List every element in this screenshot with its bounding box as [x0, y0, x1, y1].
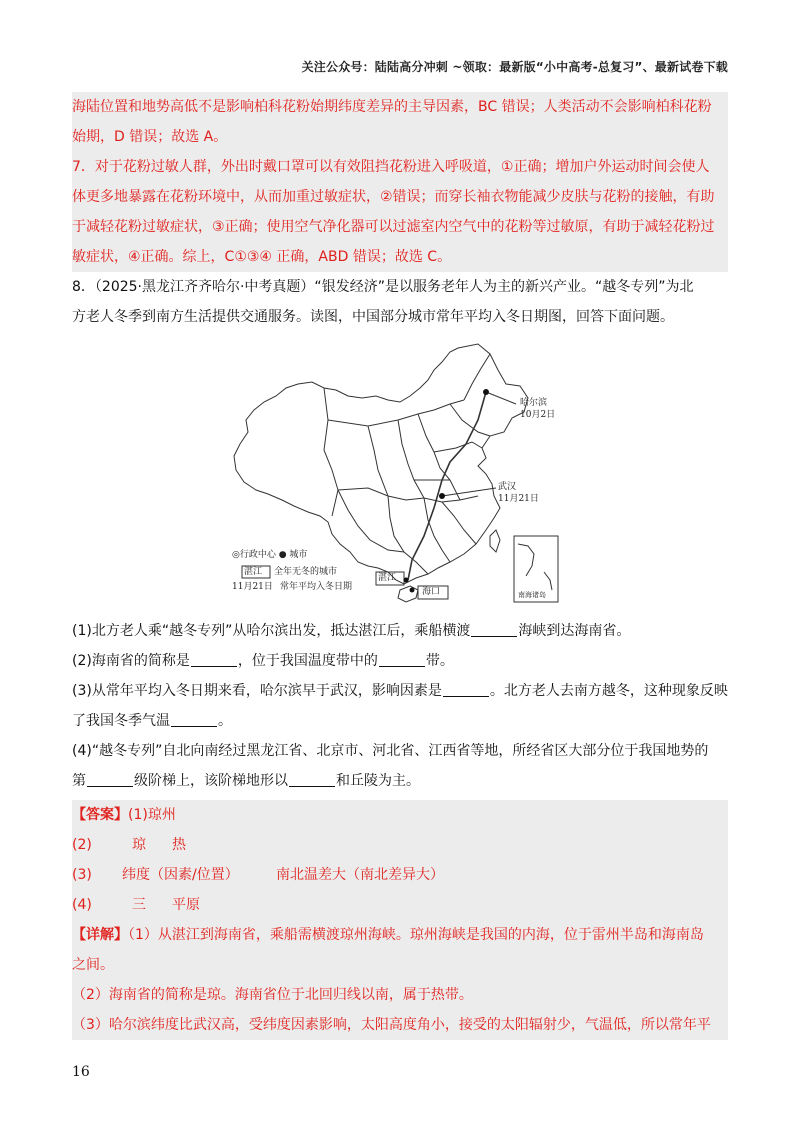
answer-blank[interactable]	[443, 682, 489, 697]
zhanjiang-label: 湛江	[378, 573, 397, 583]
leader-line	[442, 488, 496, 496]
province-border	[328, 400, 464, 426]
sub-question-3-cont	[72, 706, 728, 736]
sub4-text-d: 和丘陵为主。	[336, 773, 420, 789]
sub2-text-b: ，位于我国温度带中的	[237, 653, 378, 669]
answer-blank[interactable]	[171, 712, 217, 727]
answer-number: (2)	[72, 837, 92, 853]
answer-blank[interactable]	[471, 622, 517, 637]
detail-row-2: （2）海南省的简称是琼。海南省位于北回归线以南，属于热带。	[72, 987, 473, 1003]
detail-row-3: （3）哈尔滨纬度比武汉高，受纬度因素影响，太阳高度角小，接受的太阳辐射少，气温低，所以常年平	[72, 1017, 711, 1033]
harbin-label: 哈尔滨	[520, 398, 548, 408]
harbin-date-label: 10月2日	[520, 410, 556, 420]
inset-coastline	[518, 544, 552, 590]
province-border	[388, 496, 428, 574]
answer-blank[interactable]	[289, 772, 335, 787]
sub1-text-b: 海峡到达海南省。	[518, 623, 631, 639]
answer-section	[72, 800, 728, 1040]
province-border	[434, 442, 482, 452]
previous-answer-detail	[72, 92, 728, 272]
answer-blank[interactable]	[87, 772, 133, 787]
sub-question-3	[72, 676, 728, 706]
detail-row-1-cont: 之间。	[72, 957, 114, 973]
legend-box-desc: 全年无冬的城市	[274, 567, 338, 577]
province-border	[338, 490, 404, 552]
text-line: 始期，D 错误；故选 A。	[72, 129, 228, 145]
legend-date-label: 11月21日	[232, 582, 273, 592]
sub3-text-b: 。北方老人去南方越冬，这种现象反映	[489, 683, 728, 699]
answer-value: 热	[172, 837, 186, 853]
taiwan-island	[490, 530, 500, 552]
sub-question-4: (4)“越冬专列”自北向南经过黑龙江省、北京市、河北省、江西省等地，所经省区大部分位于我国地势的	[72, 743, 709, 759]
question-stem-line: 8．（2025·黑龙江齐齐哈尔·中考真题）“银发经济”是以服务老年人为主的新兴产业。“越冬专列”为北	[72, 279, 694, 295]
province-border	[368, 426, 388, 496]
answer-blank[interactable]	[191, 652, 237, 667]
page-header: 关注公众号：陆陆高分冲刺 ~领取：最新版“小中高考-总复习”、最新试卷下载	[301, 60, 728, 74]
wuhan-date-label: 11月21日	[498, 494, 539, 504]
province-border	[398, 420, 424, 498]
answer-number: (4)	[72, 897, 92, 913]
answer-tag: 【答案】	[72, 807, 128, 823]
country-border	[234, 344, 528, 584]
detail-tag: 【详解】	[72, 927, 128, 943]
answer-value: 纬度（因素/位置）	[122, 867, 239, 883]
text-line: 于减轻花粉过敏症状，③正确；使用空气净化器可以过滤室内空气中的花粉等过敏原，有助于减轻花粉过	[72, 219, 715, 235]
harbin-city-dot	[483, 389, 489, 395]
answer-value: 琼	[132, 837, 146, 853]
answer-row-4	[72, 890, 728, 920]
railway-route	[408, 392, 486, 580]
legend-symbols: ◎行政中心 ● 城市	[232, 550, 308, 560]
answer-row-1	[72, 800, 728, 830]
answer-1: (1)琼州	[128, 807, 176, 823]
inset-label: 南海诸岛	[518, 591, 546, 599]
answer-value: 三	[132, 897, 146, 913]
text-line: 7．对于花粉过敏人群，外出时戴口罩可以有效阻挡花粉进入呼吸道，①正确；增加户外运动时间会使人	[72, 159, 710, 175]
detail-row-1	[72, 920, 728, 950]
answer-value: 南北温差大（南北差异大）	[276, 867, 444, 883]
answer-blank[interactable]	[379, 652, 425, 667]
haikou-city-dot	[410, 588, 415, 593]
sub-question-2	[72, 646, 728, 676]
province-border	[324, 388, 338, 516]
answer-value: 平原	[172, 897, 200, 913]
sub3-text-c: 了我国冬季气温	[72, 713, 170, 729]
zhanjiang-city-dot	[404, 578, 409, 583]
answer-row-3	[72, 860, 728, 890]
sub3-text-a: (3)从常年平均入冬日期来看，哈尔滨早于武汉，影响因素是	[72, 683, 442, 699]
province-border	[442, 502, 476, 544]
sub2-text-a: (2)海南省的简称是	[72, 653, 190, 669]
text-line: 敏症状，④正确。综上，C①③④ 正确，ABD 错误；故选 C。	[72, 249, 452, 265]
wuhan-city-dot	[439, 493, 445, 499]
haikou-label: 海口	[422, 587, 441, 597]
answer-number: (3)	[72, 867, 92, 883]
sub4-text-c: 级阶梯上，该阶梯地形以	[134, 773, 288, 789]
answer-row-2	[72, 830, 728, 860]
detail-text: （1）从湛江到海南省，乘船需横渡琼州海峡。琼州海峡是我国的内海，位于雷州半岛和海南岛	[128, 927, 704, 943]
china-winter-onset-map	[228, 340, 568, 610]
question-8	[72, 272, 728, 796]
legend-date-desc: 常年平均入冬日期	[280, 582, 353, 592]
question-stem-line: 方老人冬季到南方生活提供交通服务。读图，中国部分城市常年平均入冬日期图，回答下面问题。	[72, 309, 674, 325]
sub-question-1	[72, 616, 728, 646]
hainan-island	[398, 586, 418, 602]
province-border	[424, 498, 450, 562]
sub-question-4-cont	[72, 766, 728, 796]
leader-line	[486, 392, 516, 404]
wuhan-label: 武汉	[498, 482, 517, 492]
page-content	[72, 92, 728, 1040]
text-line: 海陆位置和地势高低不是影响柏科花粉始期纬度差异的主导因素，BC 错误；人类活动不会影响柏科花粉	[72, 99, 712, 115]
sub3-text-d: 。	[218, 713, 232, 729]
sub4-text-b: 第	[72, 773, 86, 789]
province-border	[450, 404, 490, 436]
legend-box-label: 湛江	[244, 567, 263, 577]
page-number: 16	[72, 1064, 90, 1080]
sub1-text-a: (1)北方老人乘“越冬专列”从哈尔滨出发，抵达湛江后，乘船横渡	[72, 623, 471, 639]
sub2-text-c: 带。	[425, 653, 454, 669]
text-line: 体更多地暴露在花粉环境中，从而加重过敏症状，②错误；而穿长袖衣物能减少皮肤与花粉的接触，有助	[72, 189, 715, 205]
